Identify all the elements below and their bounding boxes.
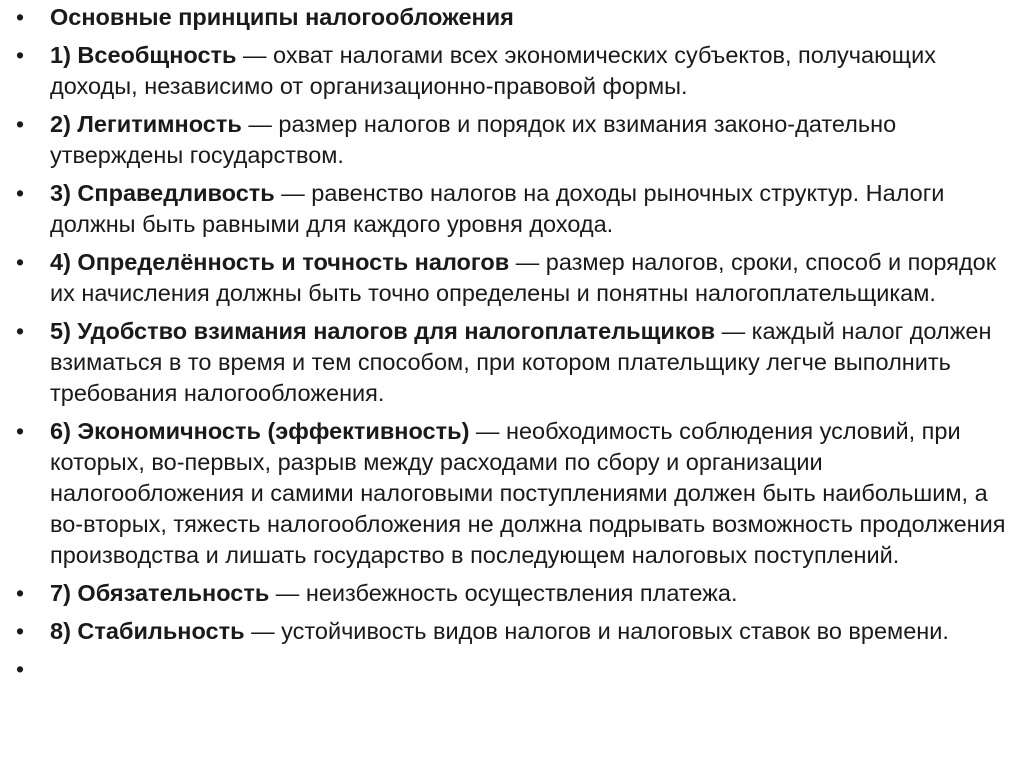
item-desc: — равенство налогов на доходы рыночных структур. Налоги должны быть равными для каждого уровня дохода. <box>50 180 945 237</box>
list-item <box>14 578 1010 609</box>
item-term: 4) Определённость и точность налогов <box>50 249 510 275</box>
item-text <box>50 247 1010 309</box>
list-item <box>14 40 1010 102</box>
item-term: 3) Справедливость <box>50 180 275 206</box>
list-item-empty <box>14 654 1010 685</box>
item-text <box>50 109 1010 171</box>
bullet: • <box>16 249 25 275</box>
list-item <box>14 247 1010 309</box>
bullet: • <box>16 418 25 444</box>
item-desc: — размер налогов и порядок их взимания законо-дательно утверждены государством. <box>50 111 897 168</box>
bullet: • <box>16 618 25 644</box>
item-desc: — охват налогами всех экономических субъектов, получающих доходы, независимо от организационно-правовой формы. <box>50 42 936 99</box>
item-text <box>50 416 1010 571</box>
list-item-heading <box>14 2 1010 33</box>
bullet: • <box>16 180 25 206</box>
item-text <box>50 578 1010 609</box>
bullet: • <box>16 42 25 68</box>
bullet: • <box>16 4 25 30</box>
principles-list <box>14 2 1010 692</box>
item-term: 6) Экономичность (эффективность) <box>50 418 470 444</box>
item-text <box>50 40 1010 102</box>
item-desc: — неизбежность осуществления платежа. <box>269 580 738 606</box>
item-desc: — необходимость соблюдения условий, при которых, во-первых, разрыв между расходами по сбору и организации налогообложения и самими налоговыми поступлениями должен быть наибольшим, а во-вторых, тяжесть налогообложения не должна подрывать возможность продолжения производства и лишать государство в последующем налоговых поступлений. <box>50 418 1006 568</box>
item-text <box>50 316 1010 409</box>
item-desc: — устойчивость видов налогов и налоговых ставок во времени. <box>244 618 949 644</box>
item-term: 8) Стабильность <box>50 618 245 644</box>
item-text <box>50 178 1010 240</box>
item-desc: — размер налогов, сроки, способ и порядок их начисления должны быть точно определены и понятны налогоплательщикам. <box>50 249 997 306</box>
item-term: 5) Удобство взимания налогов для налогоплательщиков <box>50 318 716 344</box>
bullet: • <box>16 580 25 606</box>
item-term: 7) Обязательность <box>50 580 270 606</box>
bullet: • <box>16 111 25 137</box>
list-item <box>14 616 1010 647</box>
item-term: 1) Всеобщность <box>50 42 237 68</box>
list-item <box>14 316 1010 409</box>
item-desc: — каждый налог должен взиматься в то время и тем способом, при котором плательщику легче выполнить требования налогообложения. <box>50 318 992 406</box>
bullet: • <box>16 656 25 682</box>
item-text <box>50 616 1010 647</box>
item-term: 2) Легитимность <box>50 111 242 137</box>
bullet: • <box>16 318 25 344</box>
heading-text: Основные принципы налогообложения <box>50 4 514 30</box>
list-item <box>14 109 1010 171</box>
list-item <box>14 178 1010 240</box>
list-item <box>14 416 1010 571</box>
